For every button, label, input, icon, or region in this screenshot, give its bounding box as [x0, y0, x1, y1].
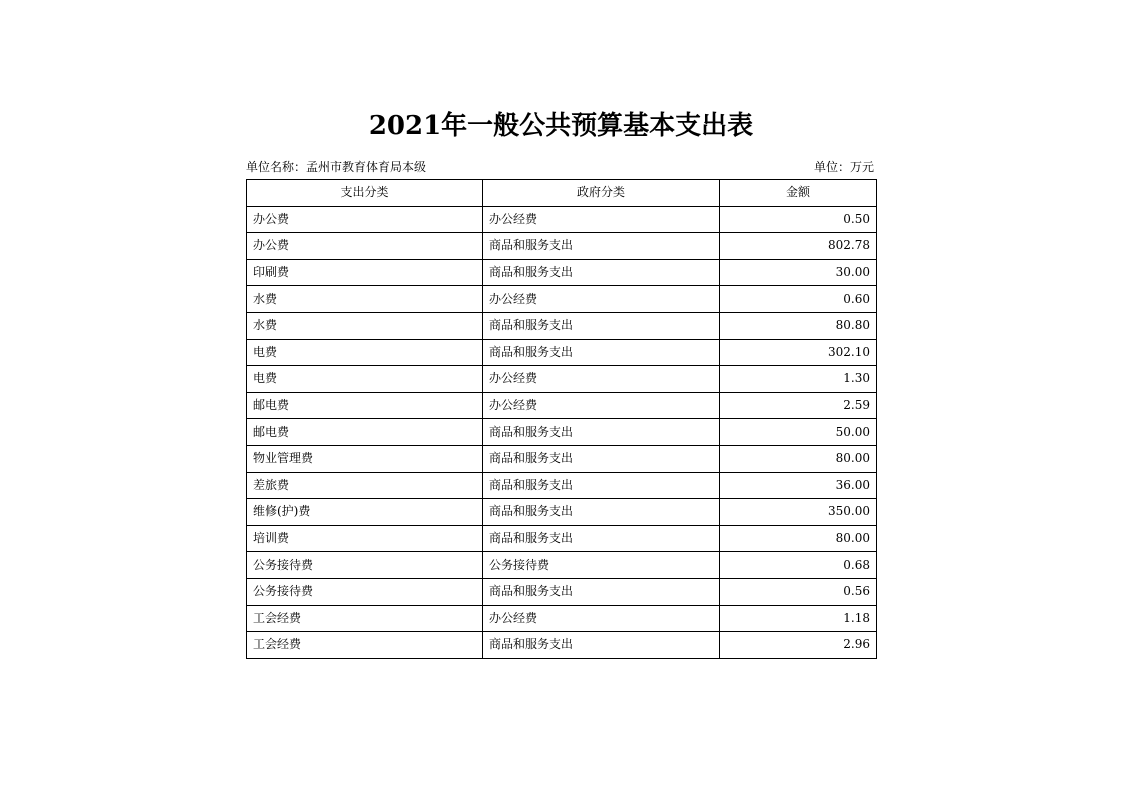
table-row	[247, 339, 877, 366]
header-category: 支出分类	[247, 180, 483, 207]
table-row	[247, 445, 877, 472]
cell-gov-category: 商品和服务支出	[483, 525, 720, 552]
cell-gov-category: 办公经费	[483, 206, 720, 233]
cell-gov-category: 商品和服务支出	[483, 312, 720, 339]
cell-amount: 30.00	[720, 259, 877, 286]
table-row	[247, 552, 877, 579]
table-header-row	[247, 180, 877, 207]
cell-category: 工会经费	[247, 605, 483, 632]
cell-gov-category: 商品和服务支出	[483, 578, 720, 605]
cell-amount: 350.00	[720, 499, 877, 526]
table-row	[247, 233, 877, 260]
cell-category: 差旅费	[247, 472, 483, 499]
table-row	[247, 419, 877, 446]
table-row	[247, 472, 877, 499]
cell-gov-category: 商品和服务支出	[483, 499, 720, 526]
cell-amount: 2.96	[720, 632, 877, 659]
table-row	[247, 286, 877, 313]
document-title: 2021年一般公共预算基本支出表	[368, 111, 754, 141]
cell-amount: 50.00	[720, 419, 877, 446]
header-amount: 金额	[720, 180, 877, 207]
table-row	[247, 632, 877, 659]
cell-gov-category: 商品和服务支出	[483, 632, 720, 659]
cell-gov-category: 公务接待费	[483, 552, 720, 579]
unit-name: 单位名称：孟州市教育体育局本级	[246, 160, 427, 174]
cell-gov-category: 商品和服务支出	[483, 472, 720, 499]
cell-amount: 302.10	[720, 339, 877, 366]
cell-category: 水费	[247, 286, 483, 313]
meta-row	[246, 158, 876, 176]
cell-amount: 2.59	[720, 392, 877, 419]
cell-gov-category: 办公经费	[483, 392, 720, 419]
cell-amount: 80.80	[720, 312, 877, 339]
table-row	[247, 605, 877, 632]
cell-amount: 80.00	[720, 525, 877, 552]
cell-category: 维修(护)费	[247, 499, 483, 526]
budget-table	[246, 179, 877, 659]
table-row	[247, 578, 877, 605]
unit-label: 单位：万元	[813, 160, 874, 174]
table-row	[247, 366, 877, 393]
cell-category: 培训费	[247, 525, 483, 552]
cell-amount: 802.78	[720, 233, 877, 260]
cell-category: 工会经费	[247, 632, 483, 659]
table-row	[247, 312, 877, 339]
cell-amount: 0.56	[720, 578, 877, 605]
cell-gov-category: 商品和服务支出	[483, 259, 720, 286]
table-row	[247, 499, 877, 526]
cell-amount: 1.30	[720, 366, 877, 393]
table-row	[247, 259, 877, 286]
cell-amount: 80.00	[720, 445, 877, 472]
cell-category: 电费	[247, 366, 483, 393]
table-row	[247, 525, 877, 552]
cell-gov-category: 商品和服务支出	[483, 419, 720, 446]
cell-gov-category: 办公经费	[483, 605, 720, 632]
cell-category: 水费	[247, 312, 483, 339]
table-row	[247, 206, 877, 233]
cell-category: 邮电费	[247, 392, 483, 419]
cell-category: 办公费	[247, 206, 483, 233]
cell-category: 办公费	[247, 233, 483, 260]
cell-gov-category: 商品和服务支出	[483, 339, 720, 366]
cell-category: 公务接待费	[247, 578, 483, 605]
cell-category: 物业管理费	[247, 445, 483, 472]
cell-amount: 0.50	[720, 206, 877, 233]
header-gov-category: 政府分类	[483, 180, 720, 207]
cell-gov-category: 商品和服务支出	[483, 233, 720, 260]
cell-gov-category: 商品和服务支出	[483, 445, 720, 472]
cell-gov-category: 办公经费	[483, 286, 720, 313]
cell-category: 印刷费	[247, 259, 483, 286]
cell-amount: 0.60	[720, 286, 877, 313]
table-body	[247, 206, 877, 658]
cell-category: 公务接待费	[247, 552, 483, 579]
cell-amount: 36.00	[720, 472, 877, 499]
cell-category: 邮电费	[247, 419, 483, 446]
cell-category: 电费	[247, 339, 483, 366]
table-row	[247, 392, 877, 419]
cell-gov-category: 办公经费	[483, 366, 720, 393]
cell-amount: 1.18	[720, 605, 877, 632]
cell-amount: 0.68	[720, 552, 877, 579]
